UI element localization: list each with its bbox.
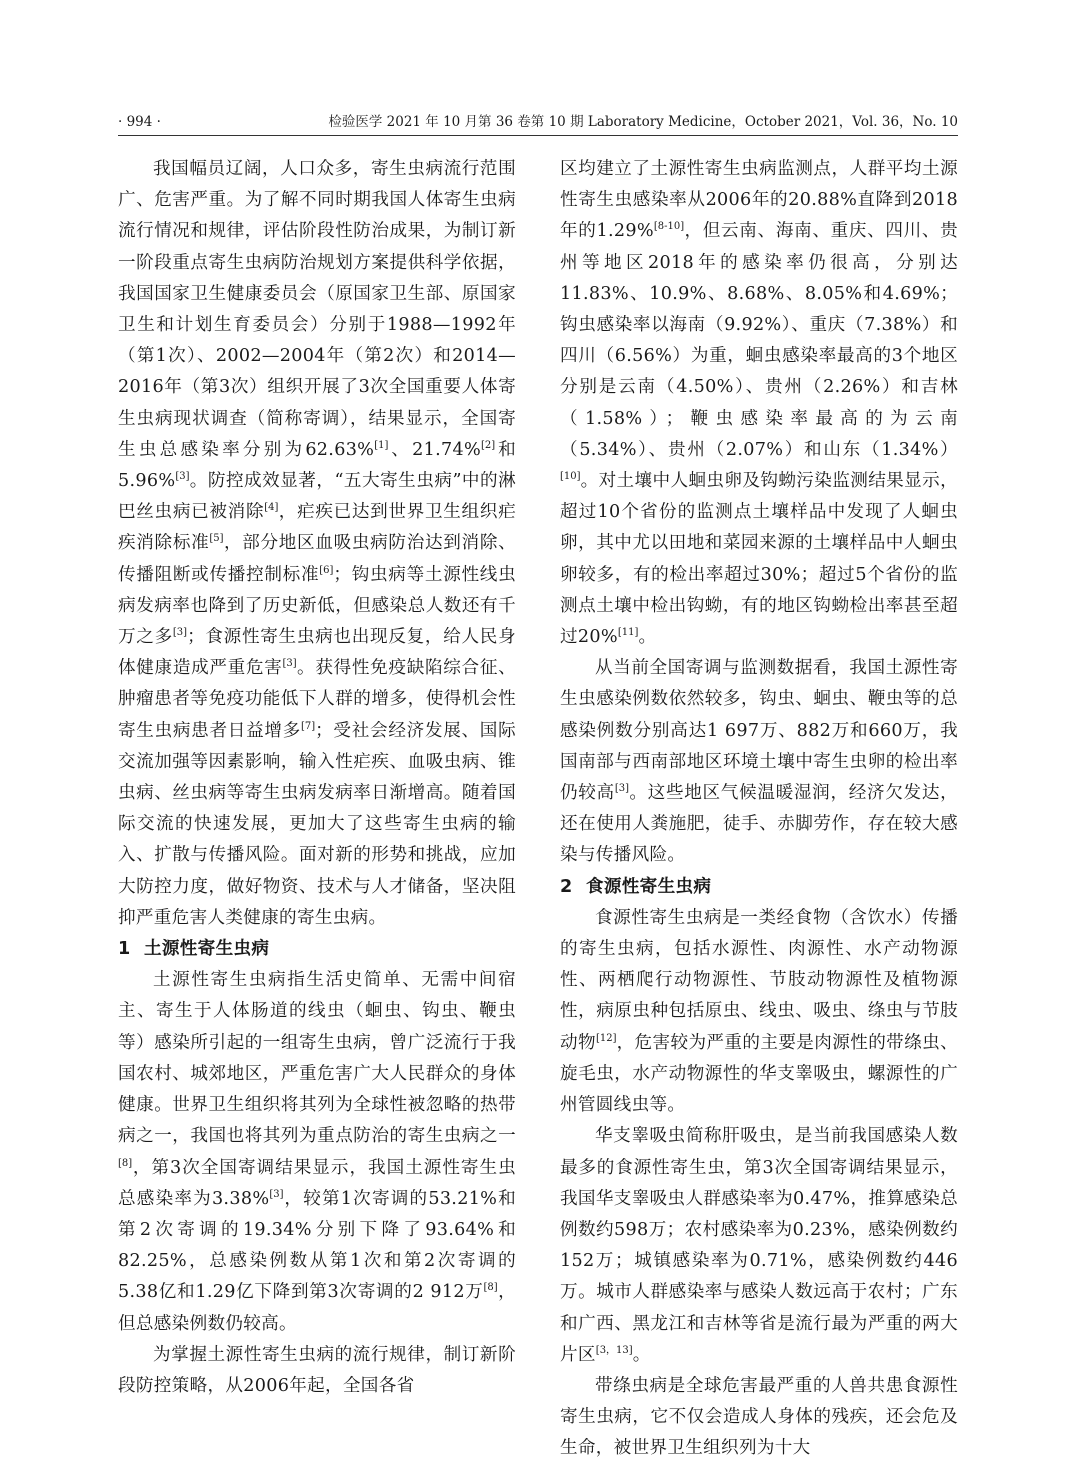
citation: [8] bbox=[483, 1282, 498, 1294]
citation: [10] bbox=[560, 471, 581, 483]
citation: [3] bbox=[269, 1188, 284, 1200]
paragraph-monitoring: 为掌握土源性寄生虫病的流行规律，制订新阶段防控策略，从2006年起，全国各省 bbox=[118, 1344, 516, 1396]
section-heading-2: 2 食源性寄生虫病 bbox=[560, 876, 712, 897]
citation: [4] bbox=[264, 502, 279, 514]
citation: [12] bbox=[595, 1032, 617, 1044]
left-column bbox=[118, 154, 516, 1402]
paragraph-clonorchis: 华支睾吸虫简称肝吸虫，是当前我国感染人数最多的食源性寄生虫，第3次全国寄调结果显示，我国华支睾吸虫人群感染率为0.47%，推算感染总例数约598万；农村感染率为0.23%，感染例数约152万；城镇感染率为0.71%，感染例数约446万。城市人群感染率与感染人数远高于农村；广东和广西、黑龙江和吉林等省是流行最为严重的两大片区[3，13]。 bbox=[560, 1126, 958, 1365]
section-heading-1: 1 土源性寄生虫病 bbox=[118, 939, 270, 960]
paragraph-monitoring-cont: 区均建立了土源性寄生虫病监测点，人群平均土源性寄生虫感染率从2006年的20.88%直降到2018年的1.29%[8-10]，但云南、海南、重庆、四川、贵州等地区2018年的感染率仍很高，分别达11.83%、10.9%、8.68%、8.05%和4.69%；钩虫感染率以海南（9.92%）、重庆（7.38%）和四川（6.56%）为重，蛔虫感染率最高的3个地区分别是云南（4.50%）、贵州（2.26%）和吉林（1.58%）；鞭虫感染率最高的为云南（5.34%）、贵州（2.07%）和山东（1.34%）[10]。对土壤中人蛔虫卵及钩蚴污染监测结果显示，超过10个省份的监测点土壤样品中发现了人蛔虫卵，其中尤以田地和菜园来源的土壤样品中人蛔虫卵较多，有的检出率超过30%；超过5个省份的监测点土壤中检出钩蚴，有的地区钩蚴检出率甚至超过20%[11]。 bbox=[560, 159, 958, 648]
paragraph-foodborne: 食源性寄生虫病是一类经食物（含饮水）传播的寄生虫病，包括水源性、肉源性、水产动物源性、两栖爬行动物源性、节肢动物源性及植物源性，病原虫种包括原虫、线虫、吸虫、绦虫与节肢动物[12]，危害较为严重的主要是肉源性的带绦虫、旋毛虫，水产动物源性的华支睾吸虫，螺源性的广州管圆线虫等。 bbox=[560, 907, 958, 1116]
paragraph-intro: 我国幅员辽阔，人口众多，寄生虫病流行范围广、危害严重。为了解不同时期我国人体寄生虫病流行情况和规律，评估阶段性防治成果，为制订新一阶段重点寄生虫病防治规划方案提供科学依据，我国国家卫生健康委员会（原国家卫生部、原国家卫生和计划生育委员会）分别于1988—1992年（第1次）、2002—2004年（第2次）和2014—2016年（第3次）组织开展了3次全国重要人体寄生虫病现状调查（简称寄调），结果显示，全国寄生虫总感染率分别为62.63%[1]、21.74%[2]和5.96%[3]。防控成效显著，“五大寄生虫病”中的淋巴丝虫病已被消除[4]，疟疾已达到世界卫生组织疟疾消除标准[5]，部分地区血吸虫病防治达到消除、传播阻断或传播控制标准[6]；钩虫病等土源性线虫病发病率也降到了历史新低，但感染总人数还有千万之多[3]；食源性寄生虫病也出现反复，给人民身体健康造成严重危害[3]。获得性免疫缺陷综合征、肿瘤患者等免疫功能低下人群的增多，使得机会性寄生虫病患者日益增多[7]；受社会经济发展、国际交流加强等因素影响，输入性疟疾、血吸虫病、锥虫病、丝虫病等寄生虫病发病率日渐增高。随着国际交流的快速发展，更加大了这些寄生虫病的输入、扩散与传播风险。面对新的形势和挑战，应加大防控力度，做好物资、技术与人才储备，坚决阻抑严重危害人类健康的寄生虫病。 bbox=[118, 159, 516, 928]
citation: [3] bbox=[172, 627, 188, 639]
journal-running-title: 检验医学 2021 年 10 月第 36 卷第 10 期 Laboratory Medicine，October 2021，Vol. 36，No. 10 bbox=[328, 114, 958, 130]
citation: [2] bbox=[481, 439, 496, 451]
citation: [7] bbox=[300, 720, 316, 732]
page-number: · 994 · bbox=[118, 114, 161, 130]
citation: [5] bbox=[209, 533, 224, 545]
citation: [11] bbox=[617, 627, 639, 639]
citation: [3，13] bbox=[595, 1344, 633, 1356]
citation: [1] bbox=[374, 439, 389, 451]
paragraph-current-data: 从当前全国寄调与监测数据看，我国土源性寄生虫感染例数依然较多，钩虫、蛔虫、鞭虫等的总感染例数分别高达1 697万、882万和660万，我国南部与西南部地区环境土壤中寄生虫卵的检出率仍较高[3]。这些地区气候温暖湿润，经济欠发达，还在使用人粪施肥，徒手、赤脚劳作，存在较大感染与传播风险。 bbox=[560, 658, 959, 866]
paragraph-soil-parasites: 土源性寄生虫病指生活史简单、无需中间宿主、寄生于人体肠道的线虫（蛔虫、钩虫、鞭虫等）感染所引起的一组寄生虫病，曾广泛流行于我国农村、城郊地区，严重危害广大人民群众的身体健康。世界卫生组织将其列为全球性被忽略的热带病之一，我国也将其列为重点防治的寄生虫病之一[8]，第3次全国寄调结果显示，我国土源性寄生虫总感染率为3.38%[3]，较第1次寄调的53.21%和第2次寄调的19.34%分别下降了93.64%和82.25%，总感染例数从第1次和第2次寄调的5.38亿和1.29亿下降到第3次寄调的2 912万[8]，但总感染例数仍较高。 bbox=[118, 970, 516, 1334]
citation: [3] bbox=[614, 783, 630, 795]
citation: [8] bbox=[118, 1157, 133, 1169]
running-header bbox=[118, 113, 958, 136]
citation: [3] bbox=[282, 658, 297, 670]
citation: [8-10] bbox=[653, 221, 685, 233]
right-column bbox=[560, 154, 958, 1465]
citation: [6] bbox=[319, 564, 334, 576]
paragraph-taeniasis: 带绦虫病是全球危害最严重的人兽共患食源性寄生虫病，它不仅会造成人身体的残疾，还会危及生命，被世界卫生组织列为十大 bbox=[560, 1375, 958, 1459]
citation: [3] bbox=[175, 471, 190, 483]
